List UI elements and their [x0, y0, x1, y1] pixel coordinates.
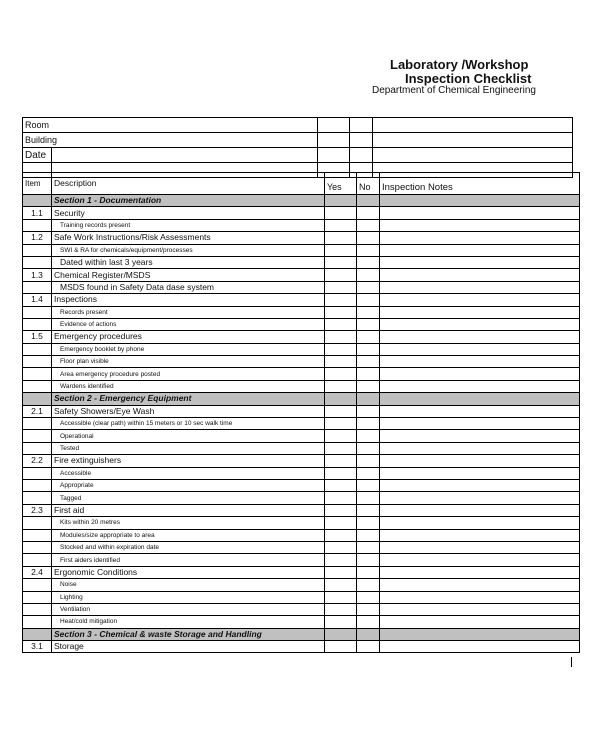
table-row: [23, 219, 580, 231]
item-number: 1.4: [23, 294, 52, 306]
inspection-notes-cell[interactable]: [380, 244, 580, 256]
table-row: [23, 418, 580, 430]
info-cell: [350, 148, 373, 163]
no-checkbox-cell[interactable]: [357, 356, 380, 368]
table-row: [23, 566, 580, 578]
yes-checkbox-cell[interactable]: [325, 232, 357, 244]
yes-checkbox-cell[interactable]: [325, 554, 357, 566]
yes-checkbox-cell[interactable]: [325, 492, 357, 504]
inspection-notes-cell[interactable]: [380, 467, 580, 479]
yes-checkbox-cell[interactable]: [325, 244, 357, 256]
yes-checkbox-cell[interactable]: [325, 418, 357, 430]
item-description: SWI & RA for chemicals/equipment/processes: [52, 244, 325, 256]
table-row: [23, 579, 580, 591]
item-description: Lighting: [52, 591, 325, 603]
no-checkbox-cell[interactable]: [357, 331, 380, 343]
item-description: Appropriate: [52, 479, 325, 491]
yes-checkbox-cell[interactable]: [325, 442, 357, 454]
item-description: Operational: [52, 430, 325, 442]
info-table: [22, 117, 573, 178]
item-number: 1.5: [23, 331, 52, 343]
no-checkbox-cell[interactable]: [357, 418, 380, 430]
item-number: 2.2: [23, 455, 52, 467]
no-checkbox-cell[interactable]: [357, 541, 380, 553]
no-checkbox-cell[interactable]: [357, 566, 380, 578]
table-row: [23, 294, 580, 306]
inspection-notes-cell[interactable]: [380, 306, 580, 318]
item-description: Emergency booklet by phone: [52, 343, 325, 355]
item-number: [23, 467, 52, 479]
yes-checkbox-cell[interactable]: [325, 479, 357, 491]
no-checkbox-cell[interactable]: [357, 641, 380, 653]
table-header: [23, 173, 580, 195]
table-row: [23, 281, 580, 293]
info-cell: [318, 133, 350, 148]
title-line2: Inspection Checklist: [405, 71, 532, 86]
item-description: Kits within 20 metres: [52, 517, 325, 529]
section-title: Section 1 - Documentation: [52, 195, 325, 207]
inspection-notes-cell[interactable]: [380, 554, 580, 566]
item-description: Accessible: [52, 467, 325, 479]
item-number: [23, 442, 52, 454]
table-row: [23, 331, 580, 343]
no-checkbox-cell[interactable]: [357, 306, 380, 318]
item-number: [23, 281, 52, 293]
item-number: [23, 356, 52, 368]
no-checkbox-cell[interactable]: [357, 244, 380, 256]
inspection-notes-cell[interactable]: [380, 479, 580, 491]
table-row: [23, 554, 580, 566]
yes-checkbox-cell[interactable]: [325, 219, 357, 231]
no-checkbox-cell[interactable]: [357, 529, 380, 541]
item-number: [23, 479, 52, 491]
no-checkbox-cell[interactable]: [357, 405, 380, 417]
col-item-header: Item: [23, 173, 52, 195]
inspection-notes-cell[interactable]: [380, 405, 580, 417]
inspection-notes-cell: [380, 628, 580, 640]
inspection-notes-cell[interactable]: [380, 517, 580, 529]
inspection-notes-cell[interactable]: [380, 368, 580, 380]
table-row: [23, 504, 580, 516]
table-row: [23, 467, 580, 479]
checklist-table: [22, 172, 580, 653]
item-description: Area emergency procedure posted: [52, 368, 325, 380]
no-checkbox-cell[interactable]: [357, 492, 380, 504]
department-label: Department of Chemical Engineering: [372, 85, 536, 96]
yes-checkbox-cell[interactable]: [325, 517, 357, 529]
no-checkbox-cell[interactable]: [357, 442, 380, 454]
no-checkbox-cell[interactable]: [357, 281, 380, 293]
item-number: 3.1: [23, 641, 52, 653]
no-checkbox-cell[interactable]: [357, 256, 380, 268]
item-description: Ergonomic Conditions: [52, 566, 325, 578]
no-checkbox-cell[interactable]: [357, 479, 380, 491]
yes-checkbox-cell[interactable]: [325, 641, 357, 653]
item-description: Modules/size appropriate to area: [52, 529, 325, 541]
inspection-notes-cell: [380, 393, 580, 405]
table-row: [23, 405, 580, 417]
item-number: 1.3: [23, 269, 52, 281]
yes-checkbox-cell[interactable]: [325, 343, 357, 355]
yes-checkbox-cell[interactable]: [325, 566, 357, 578]
item-number: 1.2: [23, 232, 52, 244]
no-checkbox-cell: [357, 628, 380, 640]
yes-checkbox-cell[interactable]: [325, 331, 357, 343]
item-description: First aid: [52, 504, 325, 516]
item-description: MSDS found in Safety Data dase system: [52, 281, 325, 293]
table-row: [23, 318, 580, 330]
no-checkbox-cell[interactable]: [357, 455, 380, 467]
item-number: [23, 517, 52, 529]
no-checkbox-cell[interactable]: [357, 504, 380, 516]
inspection-notes-cell[interactable]: [380, 294, 580, 306]
no-checkbox-cell[interactable]: [357, 232, 380, 244]
table-row: [23, 517, 580, 529]
yes-checkbox-cell[interactable]: [325, 306, 357, 318]
no-checkbox-cell[interactable]: [357, 616, 380, 628]
room-label: Room: [23, 118, 52, 133]
item-number: [23, 541, 52, 553]
checklist-body: [23, 195, 580, 653]
title-line1: Laboratory /Workshop: [390, 57, 529, 72]
item-number: [23, 554, 52, 566]
item-number: [23, 244, 52, 256]
table-row: [23, 306, 580, 318]
info-cell: [318, 148, 350, 163]
item-description: Chemical Register/MSDS: [52, 269, 325, 281]
inspection-notes-cell[interactable]: [380, 591, 580, 603]
table-row: [23, 529, 580, 541]
item-number: 2.3: [23, 504, 52, 516]
inspection-notes-cell[interactable]: [380, 219, 580, 231]
no-checkbox-cell[interactable]: [357, 554, 380, 566]
item-description: Fire extinguishers: [52, 455, 325, 467]
yes-checkbox-cell[interactable]: [325, 294, 357, 306]
item-number: [23, 603, 52, 615]
info-cell: [373, 133, 573, 148]
item-description: Accessible (clear path) within 15 meters or 10 sec walk time: [52, 418, 325, 430]
yes-checkbox-cell[interactable]: [325, 430, 357, 442]
item-description: Floor plan visible: [52, 356, 325, 368]
item-description: Evidence of actions: [52, 318, 325, 330]
item-description: Security: [52, 207, 325, 219]
yes-checkbox-cell[interactable]: [325, 281, 357, 293]
item-description: Safe Work Instructions/Risk Assessments: [52, 232, 325, 244]
no-checkbox-cell[interactable]: [357, 430, 380, 442]
inspection-notes-cell[interactable]: [380, 641, 580, 653]
yes-checkbox-cell[interactable]: [325, 207, 357, 219]
inspection-notes-cell[interactable]: [380, 579, 580, 591]
table-row: [23, 479, 580, 491]
item-description: Safety Showers/Eye Wash: [52, 405, 325, 417]
yes-checkbox-cell[interactable]: [325, 603, 357, 615]
yes-checkbox-cell[interactable]: [325, 467, 357, 479]
inspection-notes-cell[interactable]: [380, 603, 580, 615]
item-number: [23, 256, 52, 268]
item-number: [23, 628, 52, 640]
section-title: Section 3 - Chemical & waste Storage and Handling: [52, 628, 325, 640]
building-label: Building: [23, 133, 318, 148]
table-row: [23, 492, 580, 504]
item-description: Heat/cold mitigation: [52, 616, 325, 628]
yes-checkbox-cell[interactable]: [325, 380, 357, 392]
table-row: [23, 244, 580, 256]
item-number: [23, 492, 52, 504]
item-number: [23, 591, 52, 603]
item-number: [23, 368, 52, 380]
table-row: [23, 380, 580, 392]
no-checkbox-cell[interactable]: [357, 269, 380, 281]
inspection-notes-cell[interactable]: [380, 318, 580, 330]
item-description: Wardens identified: [52, 380, 325, 392]
no-checkbox-cell[interactable]: [357, 603, 380, 615]
inspection-notes-cell[interactable]: [380, 343, 580, 355]
item-number: 2.4: [23, 566, 52, 578]
no-checkbox-cell[interactable]: [357, 318, 380, 330]
no-checkbox-cell[interactable]: [357, 591, 380, 603]
inspection-notes-cell[interactable]: [380, 269, 580, 281]
item-number: [23, 318, 52, 330]
no-checkbox-cell: [357, 195, 380, 207]
item-description: Inspections: [52, 294, 325, 306]
yes-checkbox-cell[interactable]: [325, 591, 357, 603]
yes-checkbox-cell: [325, 628, 357, 640]
item-description: Tested: [52, 442, 325, 454]
item-description: First aiders identified: [52, 554, 325, 566]
item-number: 2.1: [23, 405, 52, 417]
item-number: [23, 616, 52, 628]
item-description: Ventilation: [52, 603, 325, 615]
inspection-notes-cell[interactable]: [380, 380, 580, 392]
item-number: [23, 306, 52, 318]
no-checkbox-cell[interactable]: [357, 207, 380, 219]
section-row: [23, 628, 580, 640]
item-number: [23, 418, 52, 430]
item-number: [23, 579, 52, 591]
table-row: [23, 641, 580, 653]
yes-checkbox-cell[interactable]: [325, 541, 357, 553]
item-number: [23, 393, 52, 405]
item-description: Tagged: [52, 492, 325, 504]
table-row: [23, 455, 580, 467]
item-number: [23, 343, 52, 355]
inspection-notes-cell[interactable]: [380, 281, 580, 293]
inspection-notes-cell[interactable]: [380, 430, 580, 442]
no-checkbox-cell[interactable]: [357, 368, 380, 380]
yes-checkbox-cell[interactable]: [325, 616, 357, 628]
yes-checkbox-cell[interactable]: [325, 579, 357, 591]
date-label: Date: [23, 148, 52, 163]
inspection-notes-cell[interactable]: [380, 492, 580, 504]
table-row: [23, 591, 580, 603]
yes-checkbox-cell[interactable]: [325, 256, 357, 268]
inspection-notes-cell[interactable]: [380, 232, 580, 244]
no-checkbox-cell[interactable]: [357, 219, 380, 231]
info-cell: [373, 148, 573, 163]
table-row: [23, 603, 580, 615]
inspection-notes-cell[interactable]: [380, 504, 580, 516]
inspection-notes-cell[interactable]: [380, 616, 580, 628]
item-number: [23, 430, 52, 442]
table-row: [23, 256, 580, 268]
no-checkbox-cell[interactable]: [357, 343, 380, 355]
inspection-notes-cell: [380, 195, 580, 207]
table-row: [23, 343, 580, 355]
table-edge: [571, 657, 572, 667]
info-cell: [318, 118, 350, 133]
no-checkbox-cell[interactable]: [357, 294, 380, 306]
yes-checkbox-cell: [325, 393, 357, 405]
no-checkbox-cell[interactable]: [357, 517, 380, 529]
no-checkbox-cell[interactable]: [357, 579, 380, 591]
table-row: [23, 232, 580, 244]
room-field[interactable]: [51, 118, 318, 133]
table-row: [23, 368, 580, 380]
section-row: [23, 393, 580, 405]
item-description: Emergency procedures: [52, 331, 325, 343]
inspection-notes-cell[interactable]: [380, 442, 580, 454]
table-row: [23, 269, 580, 281]
table-row: [23, 442, 580, 454]
inspection-notes-cell[interactable]: [380, 529, 580, 541]
inspection-notes-cell[interactable]: [380, 541, 580, 553]
inspection-notes-cell[interactable]: [380, 455, 580, 467]
table-row: [23, 616, 580, 628]
item-description: Noise: [52, 579, 325, 591]
col-notes-header: Inspection Notes: [380, 173, 580, 195]
table-row: [23, 207, 580, 219]
yes-checkbox-cell[interactable]: [325, 368, 357, 380]
yes-checkbox-cell[interactable]: [325, 504, 357, 516]
inspection-notes-cell[interactable]: [380, 356, 580, 368]
yes-checkbox-cell[interactable]: [325, 318, 357, 330]
table-row: [23, 430, 580, 442]
item-number: [23, 195, 52, 207]
col-yes-header: Yes: [325, 173, 357, 195]
inspection-notes-cell[interactable]: [380, 566, 580, 578]
yes-checkbox-cell[interactable]: [325, 356, 357, 368]
item-description: Records present: [52, 306, 325, 318]
inspection-notes-cell[interactable]: [380, 256, 580, 268]
item-description: Training records present: [52, 219, 325, 231]
no-checkbox-cell: [357, 393, 380, 405]
info-cell: [350, 118, 373, 133]
yes-checkbox-cell: [325, 195, 357, 207]
col-no-header: No: [357, 173, 380, 195]
yes-checkbox-cell[interactable]: [325, 405, 357, 417]
section-row: [23, 195, 580, 207]
no-checkbox-cell[interactable]: [357, 467, 380, 479]
inspection-notes-cell[interactable]: [380, 331, 580, 343]
item-description: Storage: [52, 641, 325, 653]
table-row: [23, 356, 580, 368]
item-number: [23, 529, 52, 541]
item-description: Dated within last 3 years: [52, 256, 325, 268]
yes-checkbox-cell[interactable]: [325, 269, 357, 281]
item-number: [23, 219, 52, 231]
item-number: [23, 380, 52, 392]
item-number: 1.1: [23, 207, 52, 219]
no-checkbox-cell[interactable]: [357, 380, 380, 392]
yes-checkbox-cell[interactable]: [325, 455, 357, 467]
item-description: Stocked and within expiration date: [52, 541, 325, 553]
col-description-header: Description: [52, 173, 325, 195]
section-title: Section 2 - Emergency Equipment: [52, 393, 325, 405]
inspection-notes-cell[interactable]: [380, 418, 580, 430]
info-cell: [373, 118, 573, 133]
yes-checkbox-cell[interactable]: [325, 529, 357, 541]
info-cell: [350, 133, 373, 148]
table-row: [23, 541, 580, 553]
inspection-notes-cell[interactable]: [380, 207, 580, 219]
date-field[interactable]: [51, 148, 318, 163]
